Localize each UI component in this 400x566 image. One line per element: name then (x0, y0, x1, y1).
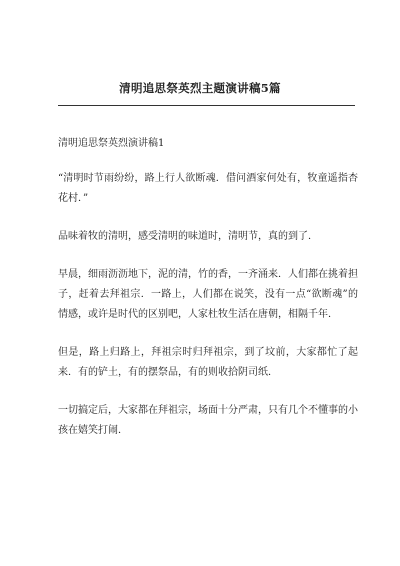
paragraph: 早晨，细雨沥沥地下，泥的清，竹的香，一齐涌来．人们都在挑着担子，赶着去拜祖宗．一路上，人们都在说笑，没有一点“欲断魂”的情感，或许是时代的区别吧，人家杜牧生活在唐朝，相隔千年． (58, 269, 358, 320)
document-title: 清明追思祭英烈主题演讲稿5篇 (119, 81, 281, 95)
paragraph: “清明时节雨纷纷，路上行人欲断魂．借问酒家何处有，牧童遥指杏花村．” (58, 173, 358, 204)
paragraph: 但是，路上归路上，拜祖宗时归拜祖宗，到了坟前，大家都忙了起来．有的铲土，有的摆祭品，有的则收拾阴司纸． (58, 347, 358, 378)
section-heading: 清明追思祭英烈演讲稿1 (58, 138, 165, 149)
paragraph: 一切搞定后，大家都在拜祖宗，场面十分严肃，只有几个不懂事的小孩在嬉笑打闹． (58, 405, 358, 436)
title-divider (58, 105, 355, 106)
document-body (58, 136, 358, 459)
paragraph: 品味着牧的清明，感受清明的味道时，清明节，真的到了． (58, 231, 318, 242)
